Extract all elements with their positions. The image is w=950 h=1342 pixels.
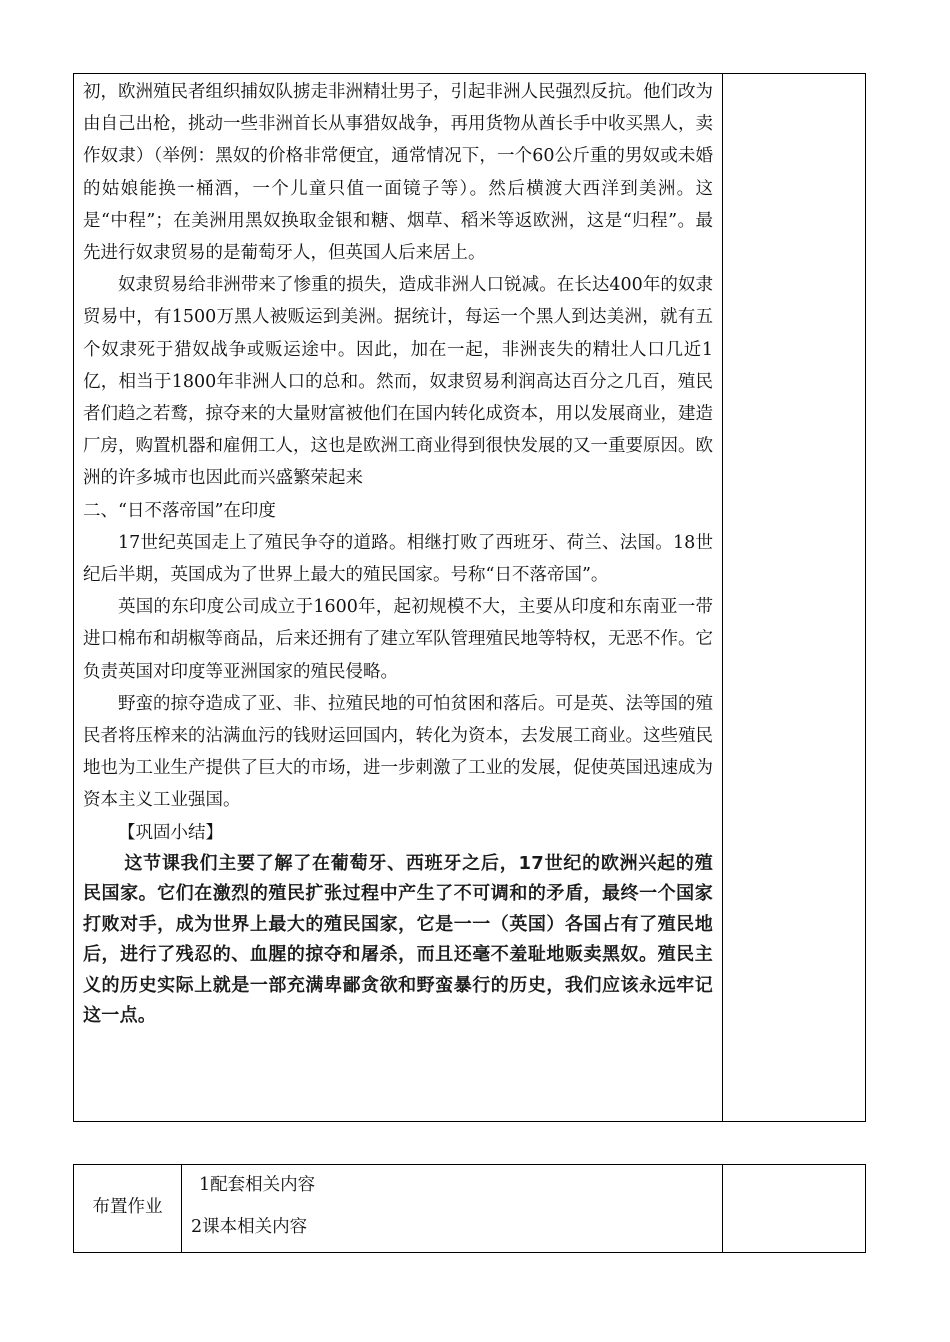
- paragraph-colonial-plunder: 野蛮的掠夺造成了亚、非、拉殖民地的可怕贫困和落后。可是英、法等国的殖民者将压榨来的沾满血污的钱财运回国内，转化为资本，去发展工商业。这些殖民地也为工业生产提供了巨大的市场，进一步刺激了工业的发展，促使英国迅速成为资本主义工业强国。: [83, 693, 713, 811]
- homework-table: [73, 1164, 866, 1253]
- paragraph-slave-trade-process: 初，欧洲殖民者组织捕奴队掳走非洲精壮男子，引起非洲人民强烈反抗。他们改为由自己出枪，挑动一些非洲首长从事猎奴战争，再用货物从酋长手中收买黑人，卖作奴隶）（举例：黑奴的价格非常便宜，通常情况下，一个60公斤重的男奴或未婚的姑娘能换一桶酒，一个儿童只值一面镜子等）。然后横渡大西洋到美洲。这是“中程”；在美洲用黑奴换取金银和糖、烟草、稻米等返欧洲，这是“归程”。最先进行奴隶贸易的是葡萄牙人，但英国人后来居上。: [83, 82, 713, 264]
- summary-text: 这节课我们主要了解了在葡萄牙、西班牙之后，17世纪的欧洲兴起的殖民国家。它们在激烈的殖民扩张过程中产生了不可调和的矛盾，最终一个国家打败对手，成为世界上最大的殖民国家，它是一一（英国）各国占有了殖民地后，进行了残忍的、血腥的掠夺和屠杀，而且还毫不羞耻地贩卖黑奴。殖民主义的历史实际上就是一部充满卑鄙贪欲和野蛮暴行的历史，我们应该永远牢记这一点。: [83, 852, 713, 1027]
- paragraph-british-empire: 17世纪英国走上了殖民争夺的道路。相继打败了西班牙、荷兰、法国。18世纪后半期，英国成为了世界上最大的殖民国家。号称“日不落帝国”。: [83, 532, 713, 586]
- paragraph-east-india-company: 英国的东印度公司成立于1600年，起初规模不大，主要从印度和东南亚一带进口棉布和胡椒等商品，后来还拥有了建立军队管理殖民地等特权，无恶不作。它负责英国对印度等亚洲国家的殖民侵略。: [83, 597, 713, 682]
- homework-label: 布置作业: [92, 1197, 163, 1217]
- homework-item: 1配套相关内容: [199, 1175, 316, 1195]
- summary-label: 【巩固小结】: [118, 822, 223, 843]
- column-divider: [181, 1165, 182, 1252]
- homework-item: 2课本相关内容: [191, 1217, 308, 1237]
- lesson-content-table: [73, 73, 866, 1122]
- column-divider: [722, 1165, 723, 1252]
- lesson-text: [83, 76, 713, 1032]
- section-heading-india: 二、“日不落帝国”在印度: [83, 500, 276, 521]
- column-divider: [722, 74, 723, 1121]
- paragraph-slave-trade-impact: 奴隶贸易给非洲带来了惨重的损失，造成非洲人口锐减。在长达400年的奴隶贸易中，有1500万黑人被贩运到美洲。据统计，每运一个黑人到达美洲，就有五个奴隶死于猎奴战争或贩运途中。因此，加在一起，非洲丧失的精壮人口几近1亿，相当于1800年非洲人口的总和。然而，奴隶贸易利润高达百分之几百，殖民者们趋之若鹜，掠夺来的大量财富被他们在国内转化成资本，用以发展商业，建造厂房，购置机器和雇佣工人，这也是欧洲工商业得到很快发展的又一重要原因。欧洲的许多城市也因此而兴盛繁荣起来: [83, 275, 713, 489]
